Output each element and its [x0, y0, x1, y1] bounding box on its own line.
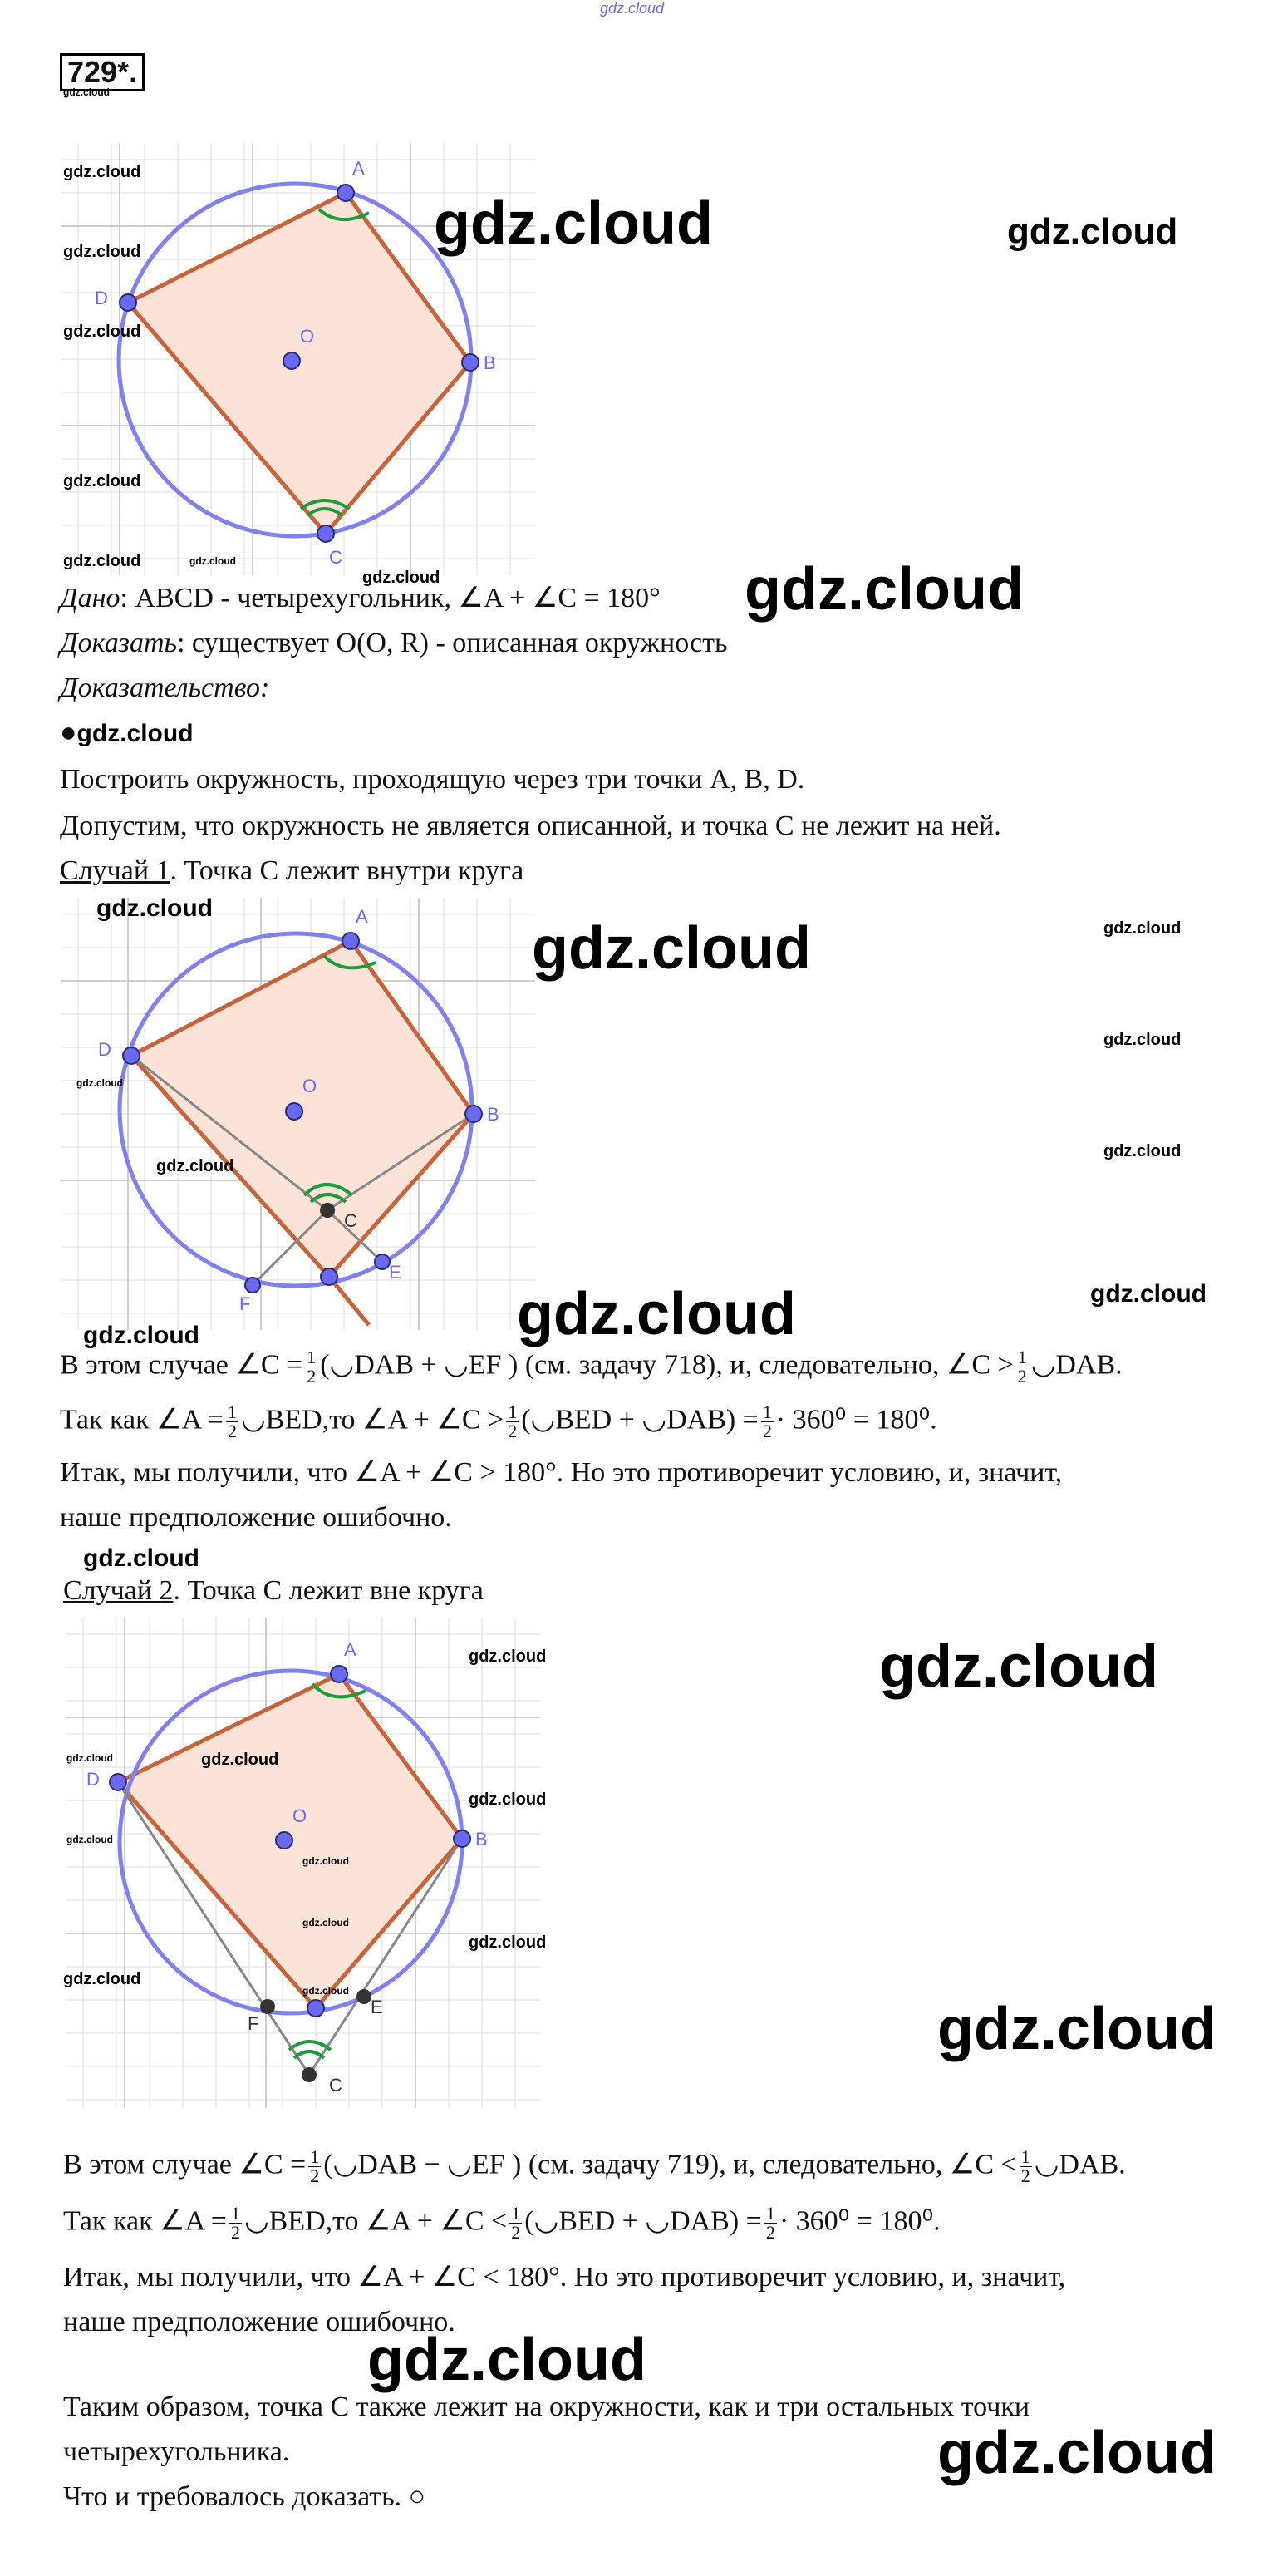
- watermark: gdz.cloud: [469, 1933, 547, 1952]
- watermark: gdz.cloud: [367, 2327, 646, 2393]
- top-watermark: gdz.cloud: [600, 0, 665, 17]
- watermark: gdz.cloud: [302, 1917, 349, 1928]
- case-1-line-4: наше предположение ошибочно.: [60, 1502, 452, 1533]
- conclusion-line-2: четырехугольника.: [63, 2436, 290, 2467]
- label-o: O: [300, 326, 315, 347]
- point-o-marker: [283, 352, 300, 369]
- point-e-marker: [356, 1989, 371, 2004]
- conclusion-line-3: Что и требовалось доказать. ○: [63, 2481, 426, 2512]
- watermark: gdz.cloud: [879, 1633, 1158, 1700]
- point-f-marker: [245, 1278, 260, 1293]
- point-a-marker: [337, 185, 354, 201]
- case-1-line-2: Так как ∠A = $\frac{1}{2}$ ◡BED,то ∠A + ∠C > $\frac{1}{2}$ (◡BED + ◡DAB) = $\frac{1}{2}$ · 360⁰ = 180⁰.: [60, 1401, 937, 1441]
- point-b-marker: [465, 1106, 482, 1122]
- point-c-marker: [302, 2067, 317, 2082]
- watermark: gdz.cloud: [76, 1077, 123, 1089]
- label-d: D: [98, 1039, 111, 1060]
- watermark: gdz.cloud: [63, 323, 141, 341]
- conclusion-line-1: Таким образом, точка C также лежит на окружности, как и три остальных точки: [63, 2391, 1030, 2422]
- prove-line: Доказать: существует O(O, R) - описанная окружность: [60, 628, 728, 658]
- watermark: gdz.cloud: [937, 2420, 1216, 2486]
- point-d-marker: [110, 1774, 126, 1790]
- label-f: F: [239, 1293, 251, 1314]
- watermark: gdz.cloud: [66, 1834, 113, 1845]
- label-e: E: [389, 1262, 401, 1283]
- label-b: B: [475, 1829, 488, 1849]
- point-c-marker: [317, 525, 334, 542]
- watermark: gdz.cloud: [517, 1281, 796, 1347]
- label-a: A: [352, 158, 365, 179]
- watermark: gdz.cloud: [469, 1790, 547, 1809]
- proof-label: Доказательство:: [60, 672, 270, 703]
- point-c-marker: [320, 1203, 335, 1218]
- watermark: gdz.cloud: [63, 552, 141, 570]
- point-f-marker: [260, 1999, 275, 2014]
- point-arc-marker: [307, 2000, 324, 2017]
- given-line: Дано: ABCD - четырехугольник, ∠A + ∠C = 180°: [60, 583, 661, 613]
- watermark: gdz.cloud: [302, 1985, 349, 1997]
- watermark: gdz.cloud: [937, 1996, 1216, 2062]
- watermark: gdz.cloud: [63, 472, 141, 490]
- watermark: gdz.cloud: [469, 1648, 547, 1666]
- label-d: D: [95, 288, 108, 308]
- case-2-line-2: Так как ∠A = $\frac{1}{2}$ ◡BED,то ∠A + ∠C < $\frac{1}{2}$ (◡BED + ◡DAB) = $\frac{1}{2}$ · 360⁰ = 180⁰.: [63, 2203, 941, 2243]
- watermark: gdz.cloud: [83, 1322, 199, 1349]
- watermark: gdz.cloud: [156, 1157, 234, 1175]
- watermark: gdz.cloud: [302, 1855, 349, 1867]
- point-b-marker: [462, 354, 479, 371]
- point-e-marker: [375, 1254, 390, 1269]
- watermark: gdz.cloud: [532, 915, 811, 982]
- point-arc-marker: [321, 1268, 337, 1285]
- watermark: gdz.cloud: [66, 1752, 113, 1764]
- point-d-marker: [123, 1047, 140, 1064]
- label-b: B: [484, 352, 496, 373]
- label-c: C: [329, 547, 342, 568]
- label-a: A: [356, 906, 368, 927]
- watermark: gdz.cloud: [63, 1970, 141, 1988]
- label-c: C: [329, 2075, 342, 2096]
- label-f: F: [248, 2013, 259, 2034]
- watermark: gdz.cloud: [96, 894, 213, 922]
- case-1-line-3: Итак, мы получили, что ∠A + ∠C > 180°. Но это противоречит условию, и, значит,: [60, 1457, 1063, 1488]
- watermark: gdz.cloud: [1103, 919, 1182, 938]
- case-1-heading: Случай 1. Точка C лежит внутри круга: [60, 855, 524, 886]
- case-2-line-3: Итак, мы получили, что ∠A + ∠C < 180°. Но это противоречит условию, и, значит,: [63, 2262, 1066, 2293]
- step-2: Допустим, что окружность не является описанной, и точка C не лежит на ней.: [60, 810, 1001, 841]
- case-1-line-1: В этом случае ∠C = $\frac{1}{2}$ (◡DAB + ◡EF ) (см. задачу 718), и, следовательно, ∠C > $\frac{1}{2}$ ◡DAB.: [60, 1347, 1123, 1387]
- case-2-heading: Случай 2. Точка C лежит вне круга: [63, 1575, 484, 1606]
- case-2-line-4: наше предположение ошибочно.: [63, 2307, 455, 2337]
- label-d: D: [86, 1769, 100, 1790]
- watermark: gdz.cloud: [83, 1544, 199, 1572]
- point-a-marker: [331, 1666, 347, 1682]
- watermark: gdz.cloud: [1007, 211, 1178, 252]
- watermark: gdz.cloud: [201, 1751, 279, 1769]
- watermark: gdz.cloud: [362, 569, 440, 587]
- point-o-marker: [276, 1832, 292, 1849]
- watermark: gdz.cloud: [189, 555, 236, 567]
- label-e: E: [371, 1997, 383, 2017]
- bullet-line: ●gdz.cloud: [60, 717, 194, 748]
- label-c: C: [344, 1210, 357, 1231]
- point-a-marker: [342, 933, 359, 949]
- case-2-line-1: В этом случае ∠C = $\frac{1}{2}$ (◡DAB − ◡EF ) (см. задачу 719), и, следовательно, ∠C < $\frac{1}{2}$ ◡DAB.: [63, 2146, 1126, 2186]
- watermark: gdz.cloud: [1090, 1280, 1207, 1308]
- watermark: gdz.cloud: [1103, 1142, 1182, 1160]
- label-b: B: [487, 1104, 499, 1125]
- watermark: gdz.cloud: [63, 163, 141, 181]
- label-o: O: [292, 1805, 307, 1826]
- point-b-marker: [454, 1830, 470, 1847]
- step-1: Построить окружность, проходящую через три точки A, B, D.: [60, 764, 805, 795]
- label-o: O: [302, 1076, 317, 1096]
- figure-2-diagram: [61, 898, 535, 1330]
- watermark: gdz.cloud: [63, 86, 110, 98]
- label-a: A: [344, 1639, 356, 1660]
- watermark: gdz.cloud: [1103, 1031, 1182, 1049]
- watermark: gdz.cloud: [63, 243, 141, 261]
- watermark: gdz.cloud: [434, 190, 713, 257]
- problem-number: 729*.: [60, 53, 145, 91]
- point-d-marker: [120, 294, 136, 311]
- point-o-marker: [286, 1103, 302, 1120]
- watermark: gdz.cloud: [745, 556, 1024, 623]
